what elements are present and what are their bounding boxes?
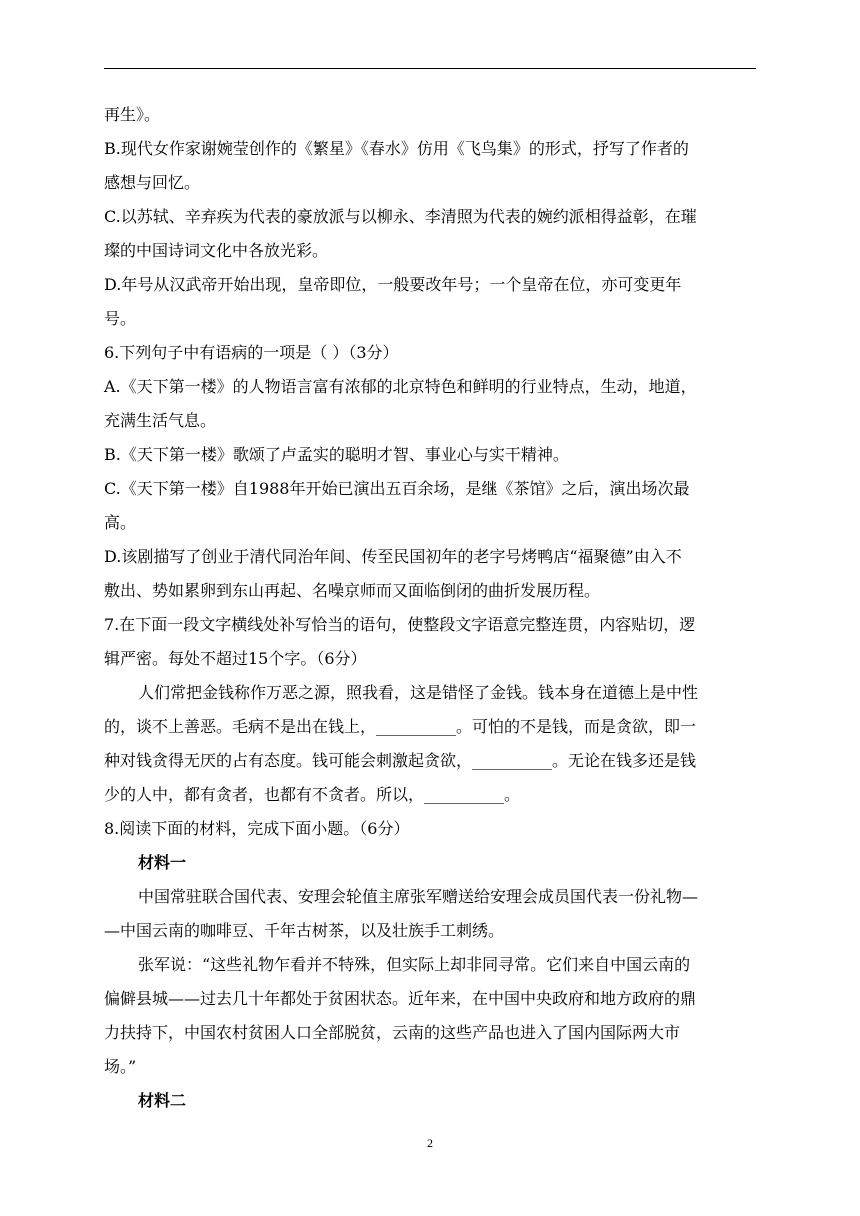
header-rule [104, 68, 756, 69]
text-line: 辑严密。每处不超过15个字。（6分） [104, 649, 367, 668]
q6-option-b: B.《天下第一楼》歌颂了卢孟实的聪明才智、事业心与实干精神。 [104, 445, 569, 464]
page-number: 2 [427, 1136, 433, 1150]
option-c-line: C.以苏轼、辛弃疾为代表的豪放派与以柳永、李清照为代表的婉约派相得益彰，在璀 [104, 207, 697, 226]
material-line: 力扶持下，中国农村贫困人口全部脱贫，云南的这些产品也进入了国内国际两大市 [104, 1023, 681, 1042]
q7-passage-line: 种对钱贪得无厌的占有态度。钱可能会刺激起贪欲，__________。无论在钱多还是钱 [104, 751, 697, 770]
material-line: 张军说：“这些礼物乍看并不特殊，但实际上却非同寻常。它们来自中国云南的 [138, 955, 691, 974]
q7-passage-line: 人们常把金钱称作万恶之源，照我看，这是错怪了金钱。钱本身在道德上是中性 [138, 683, 699, 702]
material-line: —中国云南的咖啡豆、千年古树茶，以及壮族手工刺绣。 [104, 921, 505, 940]
text-line: 感想与回忆。 [104, 173, 201, 192]
text-line: 号。 [104, 309, 137, 328]
q6-option-a: A.《天下第一楼》的人物语言富有浓郁的北京特色和鲜明的行业特点，生动，地道， [104, 377, 697, 396]
material-1-heading: 材料一 [138, 853, 187, 872]
q7-passage-line: 的，谈不上善恶。毛病不是出在钱上，__________。可怕的不是钱，而是贪欲，即一 [104, 717, 697, 736]
option-d-line: D.年号从汉武帝开始出现，皇帝即位，一般要改年号；一个皇帝在位，亦可变更年 [104, 275, 682, 294]
material-line: 偏僻县城——过去几十年都处于贫困状态。近年来，在中国中央政府和地方政府的鼎 [104, 989, 697, 1008]
question-6: 6.下列句子中有语病的一项是（ ）（3分） [104, 343, 399, 362]
material-line: 中国常驻联合国代表、安理会轮值主席张军赠送给安理会成员国代表一份礼物— [138, 887, 699, 906]
question-8: 8.阅读下面的材料，完成下面小题。（6分） [104, 819, 410, 838]
text-line: 再生》。 [104, 105, 161, 124]
option-b-line: B.现代女作家谢婉莹创作的《繁星》《春水》仿用《飞鸟集》的形式，抒写了作者的 [104, 139, 689, 158]
question-7: 7.在下面一段文字横线处补写恰当的语句，使整段文字语意完整连贯，内容贴切，逻 [104, 615, 696, 634]
material-line: 场。” [104, 1057, 137, 1076]
document-body [104, 98, 756, 1118]
q6-option-d: D.该剧描写了创业于清代同治年间、传至民国初年的老字号烤鸭店“福聚德”由入不 [104, 547, 682, 566]
text-line: 敷出、势如累卵到东山再起、名噪京师而又面临倒闭的曲折发展历程。 [104, 581, 601, 600]
q7-passage-line: 少的人中，都有贪者，也都有不贪者。所以，__________。 [104, 785, 521, 804]
text-line: 璨的中国诗词文化中各放光彩。 [104, 241, 329, 260]
material-2-heading: 材料二 [138, 1091, 187, 1110]
q6-option-c: C.《天下第一楼》自1988年开始已演出五百余场，是继《茶馆》之后，演出场次最 [104, 479, 690, 498]
text-line: 充满生活气息。 [104, 411, 217, 430]
text-line: 高。 [104, 513, 137, 532]
